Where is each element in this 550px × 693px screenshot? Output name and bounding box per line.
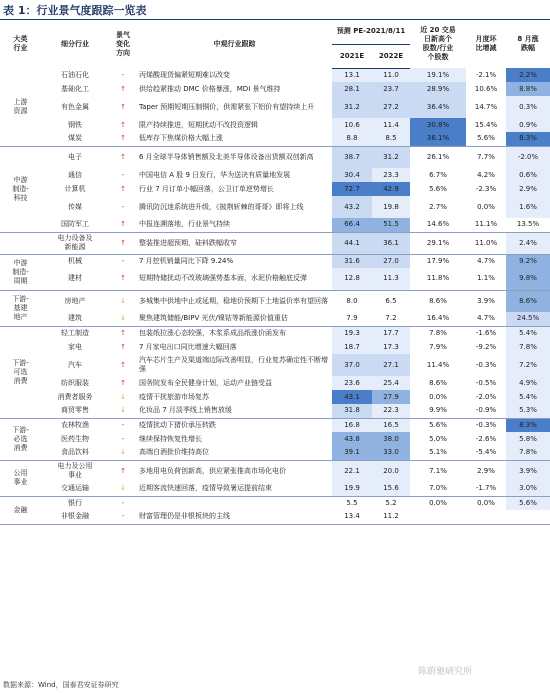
tracking-cell: 供给趋紧推动 DMC 价格暴涨，MDI 景气维持 [139,84,281,93]
aug-return-cell: 0.6% [506,168,550,182]
table-body [0,68,550,524]
pe2021-cell: 72.7 [332,182,372,196]
tracking-cell: 财富管理仍是非银板块的主线 [137,510,332,524]
source-note: 数据来源：Wind，国泰君安证券研究 [3,681,119,689]
table-row [0,82,550,96]
table-title: 表 1：行业景气度跟踪一览表 [3,4,147,17]
direction-cell: ↑ [120,152,126,161]
direction-cell: ↑ [120,102,126,111]
subindustry-cell: 医药生物 [61,434,89,443]
pe2021-cell: 16.8 [332,418,372,432]
new-high-ratio-cell: 8.6% [410,290,466,312]
aug-return-cell: 13.5% [506,218,550,232]
table-row [0,460,550,482]
aug-return-cell: 5.4% [506,326,550,340]
tracking-cell: 限产持续推进，短期扰动不改投资逻辑 [139,120,258,129]
tracking-cell: 短期特储扰动不改玻璃强势基本面，水泥价格触底反弹 [137,268,332,290]
mom-change-cell: -0.9% [466,404,506,418]
subindustry-cell: 建筑 [41,312,109,326]
aug-return-cell: 4.9% [506,376,550,390]
tracking-cell: 国务院发布全民健身计划，运动产业链受益 [139,378,272,387]
pe2022-cell: 19.8 [372,196,410,218]
aug-return-cell: 9.8% [506,268,550,290]
subindustry-cell: 建材 [41,268,109,290]
new-high-ratio-cell: 5.6% [410,182,466,196]
header-pe: 预测 PE-2021/8/11 [332,20,410,44]
industry-table [0,20,550,525]
new-high-ratio-cell: 19.1% [410,68,466,82]
pe2021-cell: 39.1 [332,446,372,460]
aug-return-cell: -2.0% [506,146,550,168]
pe2022-cell: 11.4 [372,118,410,132]
new-high-ratio-cell: 29.1% [410,232,466,254]
subindustry-cell: 汽车 [68,360,82,369]
pe2022-cell: 33.0 [372,446,410,460]
new-high-ratio-cell: 2.7% [410,196,466,218]
direction-cell: ↑ [120,328,126,337]
header-direction: 景气 变化 方向 [109,20,137,68]
sector-cell [0,232,41,254]
new-high-ratio-cell: 36.1% [410,132,466,146]
direction-cell: ↑ [109,232,137,254]
pe2021-cell: 19.3 [332,326,372,340]
pe2021-cell: 10.6 [332,118,372,132]
mom-change-cell: -0.3% [466,418,506,432]
sector-cell: 下游- 基建 地产 [0,290,41,326]
table-row [0,132,550,146]
new-high-ratio-cell: 28.9% [410,82,466,96]
mom-change-cell: -0.3% [466,354,506,376]
aug-return-cell: 7.2% [506,354,550,376]
new-high-ratio-cell: 9.9% [410,404,466,418]
pe2022-cell: 27.2 [372,96,410,118]
mom-change-cell: 7.7% [466,146,506,168]
pe2022-cell: 8.5 [372,132,410,146]
new-high-ratio-cell: 7.1% [410,460,466,482]
mom-change-cell: -2.3% [466,182,506,196]
new-high-ratio-cell: 30.8% [410,118,466,132]
new-high-ratio-cell: 36.4% [410,96,466,118]
tracking-cell: 疫情扰动下猪价承压转跌 [139,420,216,429]
aug-return-cell: 0.3% [506,96,550,118]
subindustry-cell: 计算机 [64,184,86,193]
table-row [0,146,550,168]
subindustry-cell: 机械 [68,256,82,265]
pe2021-cell: 23.6 [332,376,372,390]
direction-cell: ↓ [109,404,137,418]
direction-cell: ↑ [109,132,137,146]
mom-change-cell: -1.6% [466,326,506,340]
tracking-cell: 汽车芯片生产及渠道端边际改善明显，行业复苏确定性不断增强 [139,356,328,373]
direction-cell: ↑ [120,466,126,475]
new-high-ratio-cell: 7.0% [410,482,466,496]
direction-cell: - [121,170,125,179]
table-row [0,312,550,326]
header-pe-2022: 2022E [372,44,410,68]
pe2022-cell: 27.9 [372,390,410,404]
table-row [0,404,550,418]
tracking-cell: 丙烯酸现货偏紧短期难以改变 [139,70,230,79]
sector-cell: 公用 事业 [0,460,41,496]
aug-return-cell: 5.4% [506,390,550,404]
table-row [0,96,550,118]
tracking-cell: 多城集中供地中止或延期，稳地价预期下土地溢价率有望回落 [139,296,328,305]
mom-change-cell: 4.2% [466,168,506,182]
tracking-cell: 低库存下焦煤价格大幅上涨 [137,132,332,146]
pe2022-cell: 16.5 [372,418,410,432]
new-high-ratio-cell: 8.6% [410,376,466,390]
subindustry-cell: 国防军工 [41,218,109,232]
new-high-ratio-cell: 5.1% [410,446,466,460]
pe2022-cell: 7.2 [372,312,410,326]
pe2022-cell: 23.7 [372,82,410,96]
pe2021-cell: 19.9 [332,482,372,496]
pe2021-cell: 18.7 [332,340,372,354]
pe2021-cell: 37.0 [332,354,372,376]
pe2022-cell: 11.0 [372,68,410,82]
direction-cell: - [109,510,137,524]
tracking-cell: 中报连溯落地，行业景气持续 [137,218,332,232]
pe2022-cell: 6.5 [372,290,410,312]
direction-cell: ↑ [120,120,126,129]
aug-return-cell: 9.2% [506,254,550,268]
mom-change-cell: -9.2% [466,340,506,354]
direction-cell: ↑ [120,84,126,93]
table-row [0,268,550,290]
pe2021-cell: 30.4 [332,168,372,182]
direction-cell: ↑ [120,342,126,351]
tracking-cell: 腾讯防沉迷系统进升级，《披荆斩棘的哥哥》即将上线 [139,202,304,211]
aug-return-cell: 2.4% [506,232,550,254]
aug-return-cell: 3.9% [506,460,550,482]
aug-return-cell: 8.6% [506,290,550,312]
tracking-cell: Taper 预期短期压制铜价，供需紧张下铝价有望持续上升 [139,102,315,111]
pe2022-cell: 5.2 [372,496,410,510]
pe2021-cell: 44.1 [332,232,372,254]
mom-change-cell: -2.6% [466,432,506,446]
table-row [0,376,550,390]
table-row [0,326,550,340]
subindustry-cell: 非银金融 [41,510,109,524]
mom-change-cell: -1.7% [466,482,506,496]
subindustry-cell: 纺织服装 [61,378,89,387]
tracking-cell [137,496,332,510]
table-row [0,168,550,182]
aug-return-cell: 8.8% [506,82,550,96]
mom-change-cell: 0.0% [466,496,506,510]
aug-return-cell: 5.3% [506,404,550,418]
watermark: 陈蔚驰研究所 [418,667,473,677]
direction-cell: ↑ [109,268,137,290]
subindustry-cell: 通信 [68,170,82,179]
pe2021-cell: 7.9 [332,312,372,326]
aug-return-cell: 8.3% [506,132,550,146]
tracking-cell: 整装推进超预期，硅料跌幅收窄 [137,232,332,254]
aug-return-cell: 7.8% [506,340,550,354]
header-aug: 8 月涨 跌幅 [506,20,550,68]
pe2021-cell: 38.7 [332,146,372,168]
table-row [0,196,550,218]
table-row [0,254,550,268]
table-row [0,446,550,460]
mom-change-cell: 4.7% [466,254,506,268]
aug-return-cell: 7.8% [506,446,550,460]
table-row [0,354,550,376]
direction-cell: ↓ [109,312,137,326]
aug-return-cell [506,510,550,524]
new-high-ratio-cell: 17.9% [410,254,466,268]
direction-cell: ↑ [120,184,126,193]
mom-change-cell: 11.1% [466,218,506,232]
subindustry-cell: 消费者服务 [57,392,93,401]
sector-cell: 金融 [0,496,41,524]
subindustry-cell: 煤炭 [41,132,109,146]
tracking-cell: 聚焦建筑储能/BIPV 光伏/镍钴等新能源价值重估 [137,312,332,326]
aug-return-cell: 5.8% [506,432,550,446]
new-high-ratio-cell: 7.8% [410,326,466,340]
direction-cell: - [121,202,125,211]
pe2022-cell: 11.2 [372,510,410,524]
subindustry-cell: 电力设备及 新能源 [41,232,109,254]
new-high-ratio-cell: 16.4% [410,312,466,326]
pe2021-cell: 8.8 [332,132,372,146]
tracking-cell: 化妆品 7 月淡季线上销售放缓 [137,404,332,418]
pe2021-cell: 43.8 [332,432,372,446]
table-row [0,340,550,354]
new-high-ratio-cell: 6.7% [410,168,466,182]
tracking-cell: 疫情干扰旅游市场复苏 [139,392,209,401]
direction-cell: ↑ [120,360,126,369]
subindustry-cell: 房地产 [64,296,86,305]
pe2022-cell: 23.3 [372,168,410,182]
direction-cell: - [121,70,125,79]
pe2021-cell: 22.1 [332,460,372,482]
subindustry-cell: 农林牧渔 [61,420,89,429]
tracking-cell: 多地用电负荷创新高，供应紧张推高市场化电价 [139,466,286,475]
aug-return-cell: 24.5% [506,312,550,326]
direction-cell: - [121,498,125,507]
table-row [0,418,550,432]
new-high-ratio-cell: 14.6% [410,218,466,232]
new-high-ratio-cell: 26.1% [410,146,466,168]
mom-change-cell: 15.4% [466,118,506,132]
aug-return-cell: 5.6% [506,496,550,510]
pe2022-cell: 11.3 [372,268,410,290]
pe2022-cell: 17.7 [372,326,410,340]
new-high-ratio-cell [410,510,466,524]
header-subindustry: 细分行业 [41,20,109,68]
new-high-ratio-cell: 11.8% [410,268,466,290]
table-row [0,182,550,196]
pe2022-cell: 38.0 [372,432,410,446]
aug-return-cell: 0.9% [506,118,550,132]
mom-change-cell: -2.0% [466,390,506,404]
tracking-cell: 6 月全球半导体销售额及北美半导体设备出货额双创新高 [139,152,314,161]
header-tracking: 中观行业跟踪 [137,20,332,68]
subindustry-cell: 交通运输 [41,482,109,496]
tracking-cell: 高端白酒批价维持高位 [137,446,332,460]
sector-cell: 中游 制造- 科技 [0,146,41,232]
pe2022-cell: 15.6 [372,482,410,496]
new-high-ratio-cell: 5.6% [410,418,466,432]
subindustry-cell: 食品饮料 [41,446,109,460]
direction-cell: ↓ [109,446,137,460]
direction-cell: - [121,434,125,443]
header-sector: 大类 行业 [0,20,41,68]
pe2022-cell: 25.4 [372,376,410,390]
table-row [0,510,550,524]
mom-change-cell: -2.1% [466,68,506,82]
direction-cell: - [121,256,125,265]
sector-cell: 下游- 必选 消费 [0,418,41,460]
pe2022-cell: 20.0 [372,460,410,482]
new-high-ratio-cell: 0.0% [410,496,466,510]
pe2022-cell: 22.3 [372,404,410,418]
pe2021-cell: 31.8 [332,404,372,418]
pe2021-cell: 5.5 [332,496,372,510]
mom-change-cell: 4.7% [466,312,506,326]
mom-change-cell: -0.5% [466,376,506,390]
direction-cell: - [121,420,125,429]
direction-cell: ↓ [120,392,126,401]
table-row [0,68,550,82]
pe2021-cell: 66.4 [332,218,372,232]
subindustry-cell: 家电 [68,342,82,351]
mom-change-cell: 3.9% [466,290,506,312]
pe2022-cell: 51.5 [372,218,410,232]
new-high-ratio-cell: 0.0% [410,390,466,404]
pe2022-cell: 27.1 [372,354,410,376]
pe2021-cell: 13.1 [332,68,372,82]
direction-cell: ↑ [109,218,137,232]
table-row [0,118,550,132]
subindustry-cell: 电子 [68,152,82,161]
mom-change-cell: -5.4% [466,446,506,460]
tracking-cell: 7 月家电出口同比增速大幅回落 [139,342,237,351]
pe2022-cell: 31.2 [372,146,410,168]
mom-change-cell: 1.1% [466,268,506,290]
pe2021-cell: 12.8 [332,268,372,290]
subindustry-cell: 有色金属 [61,102,89,111]
pe2021-cell: 31.6 [332,254,372,268]
pe2021-cell: 43.1 [332,390,372,404]
subindustry-cell: 轻工制造 [61,328,89,337]
tracking-cell: 近期客流快速回落，疫情导致暑运提前结束 [137,482,332,496]
tracking-cell: 7 月挖机销量同比下降 9.24% [139,256,234,265]
direction-cell: ↓ [109,482,137,496]
aug-return-cell: 8.3% [506,418,550,432]
direction-cell: ↓ [120,296,126,305]
pe2021-cell: 43.2 [332,196,372,218]
table-row [0,290,550,312]
tracking-cell: 包装纸拉涨心态较强，木浆系成品纸涨价函发布 [139,328,286,337]
table-row [0,232,550,254]
new-high-ratio-cell: 7.9% [410,340,466,354]
subindustry-cell: 电力及公用 事业 [57,462,93,480]
mom-change-cell: 11.0% [466,232,506,254]
mom-change-cell: 5.6% [466,132,506,146]
pe2021-cell: 31.2 [332,96,372,118]
aug-return-cell: 2.9% [506,182,550,196]
pe2022-cell: 42.9 [372,182,410,196]
mom-change-cell: 2.9% [466,460,506,482]
pe2022-cell: 27.0 [372,254,410,268]
table-row [0,482,550,496]
mom-change-cell: 10.6% [466,82,506,96]
table-row [0,432,550,446]
mom-change-cell: 14.7% [466,96,506,118]
mom-change-cell [466,510,506,524]
subindustry-cell: 基础化工 [61,84,89,93]
pe2022-cell: 17.3 [372,340,410,354]
mom-change-cell: 0.0% [466,196,506,218]
aug-return-cell: 3.0% [506,482,550,496]
subindustry-cell: 商贸零售 [41,404,109,418]
header-new-highs: 近 20 交易 日新高个 股数/行业 个股数 [410,20,466,68]
tracking-cell: 行业 7 月订单小幅回落，公卫订单逆势增长 [139,184,274,193]
subindustry-cell: 传媒 [68,202,82,211]
tracking-cell: 中国电信 A 股 9 日发行，华为送决有质量地发展 [139,170,291,179]
aug-return-cell: 2.2% [506,68,550,82]
tracking-cell: 继续保持恢复性增长 [139,434,202,443]
pe2021-cell: 28.1 [332,82,372,96]
sector-cell: 中游 制造- 周期 [0,254,41,290]
pe2021-cell: 8.0 [332,290,372,312]
table-row [0,390,550,404]
sector-cell: 上游 资源 [0,68,41,146]
subindustry-cell: 银行 [68,498,82,507]
aug-return-cell: 1.6% [506,196,550,218]
header-pe-2021: 2021E [332,44,372,68]
subindustry-cell: 钢铁 [68,120,82,129]
header-mom: 月度环 比增减 [466,20,506,68]
subindustry-cell: 石油石化 [61,70,89,79]
pe2021-cell: 13.4 [332,510,372,524]
table-row [0,218,550,232]
pe2022-cell: 36.1 [372,232,410,254]
new-high-ratio-cell: 11.4% [410,354,466,376]
sector-cell: 下游- 可选 消费 [0,326,41,418]
table-row [0,496,550,510]
direction-cell: ↑ [120,378,126,387]
new-high-ratio-cell: 5.0% [410,432,466,446]
